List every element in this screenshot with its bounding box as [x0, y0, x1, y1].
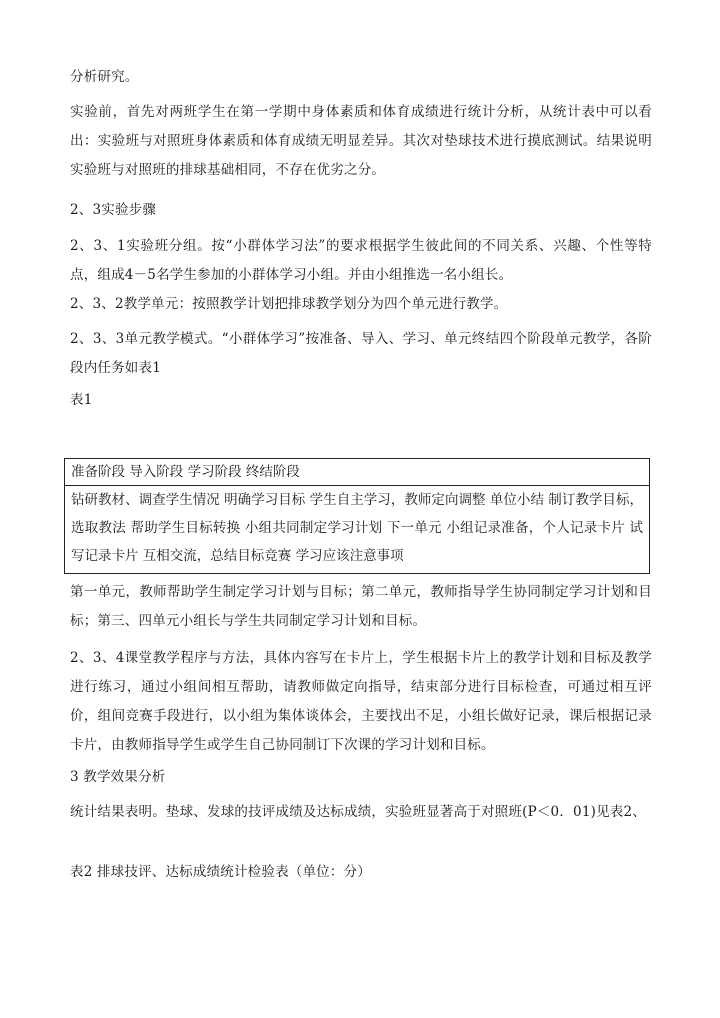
table1-header: 准备阶段 导入阶段 学习阶段 终结阶段 — [65, 459, 649, 486]
heading-experiment-steps: 2、3实验步骤 — [70, 202, 157, 218]
paragraph-step-grouping: 2、3、1实验班分组。按“小群体学习法”的要求根据学生彼此间的不同关系、兴趣、个性等特点，组成4－5名学生参加的小群体学习小组。并由小组推选一名小组长。 — [70, 238, 652, 283]
paragraph-step-unit-mode: 2、3、3单元教学模式。“小群体学习”按准备、导入、学习、单元终结四个阶段单元教学，各阶段内任务如表1 — [70, 331, 652, 376]
paragraph-pre-experiment: 实验前，首先对两班学生在第一学期中身体素质和体育成绩进行统计分析，从统计表中可以看出：实验班与对照班身体素质和体育成绩无明显差异。其次对垫球技术进行摸底测试。结果说明实验班与对照班的排球基础相同，不存在优劣之分。 — [70, 104, 652, 178]
table1-body: 钻研教材、调查学生情况 明确学习目标 学生自主学习，教师定向调整 单位小结 制订教学目标，选取教法 帮助学生目标转换 小组共同制定学习计划 下一单元 小组记录准备，个人记录卡片 试写记录卡片 互相交流，总结目标竞赛 学习应该注意事项 — [71, 492, 643, 564]
table1-caption: 表1 — [70, 392, 93, 408]
paragraph-statistics-result: 统计结果表明。垫球、发球的技评成绩及达标成绩，实验班显著高于对照班(P＜0．01)见表2、 — [70, 804, 646, 820]
heading-teaching-effect: 3 教学效果分析 — [70, 769, 166, 785]
paragraph-step-units: 2、3、2教学单元：按照教学计划把排球教学划分为四个单元进行教学。 — [70, 296, 508, 312]
paragraph-unit-planning: 第一单元，教师帮助学生制定学习计划与目标；第二单元，教师指导学生协同制定学习计划和目标；第三、四单元小组长与学生共同制定学习计划和目标。 — [70, 584, 652, 629]
paragraph-classroom-procedure: 2、3、4课堂教学程序与方法，具体内容写在卡片上，学生根据卡片上的教学计划和目标及教学进行练习，通过小组间相互帮助，请教师做定向指导，结束部分进行目标检查，可通过相互评价，组间竞赛手段进行，以小组为集体谈体会，主要找出不足，小组长做好记录，课后根据记录卡片，由教师指导学生或学生自己协同制订下次课的学习计划和目标。 — [70, 650, 652, 753]
table1 — [64, 458, 650, 574]
paragraph-intro-end: 分析研究。 — [70, 69, 139, 85]
table2-caption: 表2 排球技评、达标成绩统计检验表（单位：分） — [70, 864, 371, 880]
